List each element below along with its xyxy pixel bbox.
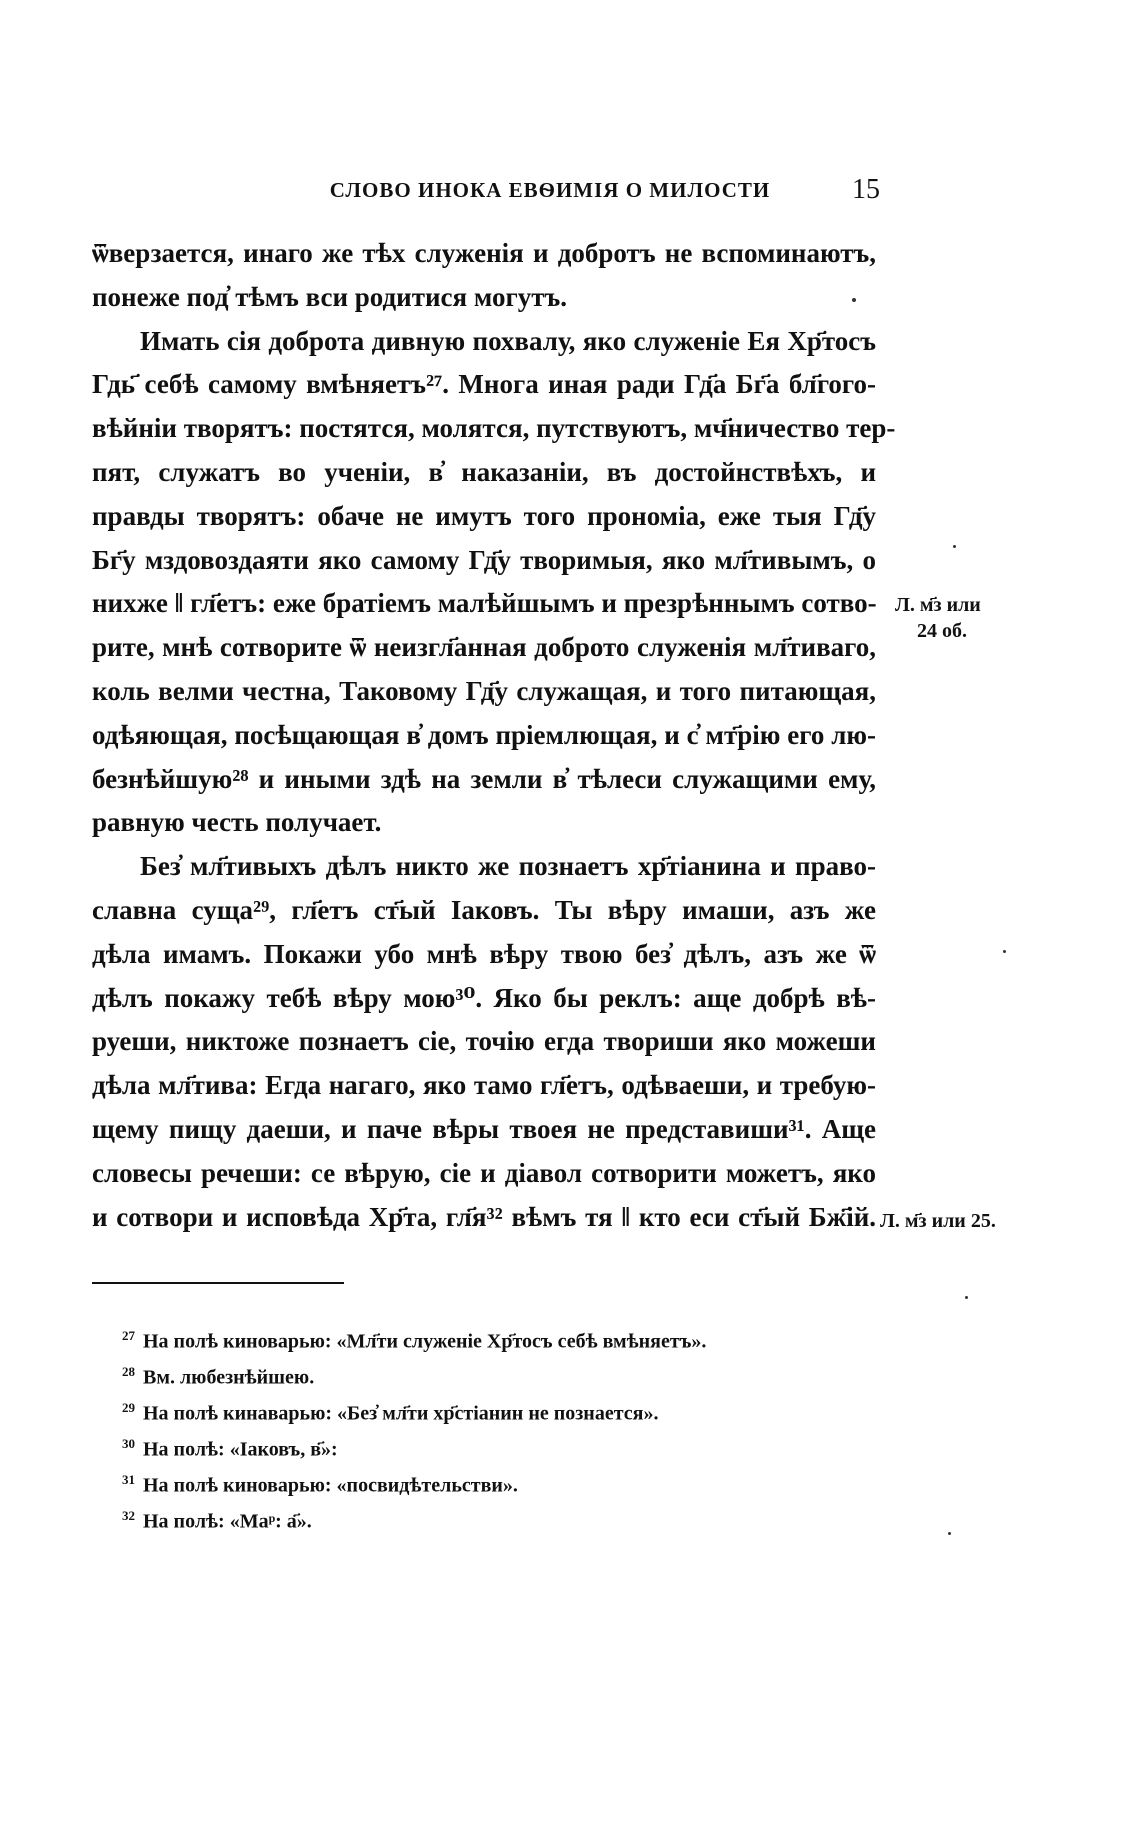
print-speck (852, 298, 856, 302)
text-line: равную честь получает. (92, 807, 382, 838)
footnote (122, 1390, 882, 1426)
text-line: Бг҃у мздовоздаяти яко самому Гд҃у творимыя, яко мл҃тивымъ, о (92, 544, 876, 575)
text-line: нихже ‖ гл҃етъ: еже братіемъ малѣйшымъ и презрѣннымъ сотво- (92, 588, 877, 619)
footnote-text: Вм. любезнѣйшею. (143, 1366, 315, 1389)
footnote (122, 1426, 882, 1462)
footnote-text: На полѣ киноварью: «посвидѣтельстви». (143, 1474, 518, 1497)
text-line: одѣяющая, посѣщающая в҆ домъ пріемлющая, и с҆ мт҃рію его лю- (92, 719, 876, 750)
text-line: рите, мнѣ сотворите ѿ неизгл҃анная доброто служенія мл҃тиваго, (92, 632, 876, 663)
text-line: дѣла мл҃тива: Егда нагаго, яко тамо гл҃етъ, одѣваеши, и требую- (92, 1070, 876, 1101)
text-line: и сотвори и исповѣда Хр҃та, гл҃я³² вѣмъ тя ‖ кто еси ст҃ый Бж҃ій. (92, 1201, 876, 1232)
footnote-text: На полѣ: «Маᵖ: а҃». (143, 1510, 312, 1533)
main-text (92, 232, 896, 1239)
text-line: вѣйніи творятъ: постятся, молятся, путствуютъ, мч҃ничество тер- (92, 413, 896, 444)
print-speck (948, 1532, 951, 1535)
margin-note-folio-25: Л. м҃з или 25. (880, 1210, 996, 1232)
margin-note-line: Л. м҃з или (895, 594, 981, 616)
margin-note-folio-24 (895, 592, 1015, 644)
footnote (122, 1354, 882, 1390)
text-line: коль велми честна, Таковому Гд҃у служащая, и того питающая, (92, 675, 876, 706)
footnote-number: 32 (122, 1508, 135, 1523)
text-line: руеши, никтоже познаетъ сіе, точію егда твориши яко можеши (92, 1026, 876, 1057)
margin-note-line: 24 об. (917, 620, 967, 642)
footnote-divider (92, 1282, 344, 1284)
print-speck (1003, 950, 1006, 953)
footnote-number: 30 (122, 1436, 135, 1451)
footnote (122, 1462, 882, 1498)
print-speck (965, 1296, 968, 1299)
footnotes (122, 1318, 882, 1534)
footnote-text: На полѣ кинаварью: «Без҆ мл҃ти хр҃стіанин не познается». (143, 1402, 659, 1425)
footnote-number: 31 (122, 1472, 135, 1487)
text-line: правды творятъ: обаче не имутъ того прономіа, еже тыя Гд҃у (92, 500, 876, 531)
footnote (122, 1318, 882, 1354)
footnote-number: 28 (122, 1364, 135, 1379)
page-number: 15 (852, 174, 880, 205)
text-line: Без҆ мл҃тивыхъ дѣлъ никто же познаетъ хр҃тіанина и право- (140, 851, 876, 882)
footnote-number: 27 (122, 1328, 135, 1343)
print-speck (953, 545, 956, 548)
text-line: щему пищу даеши, и паче вѣры твоея не представиши³¹. Аще (92, 1113, 876, 1144)
running-title: СЛОВО ИНОКА ЕВѲИМІЯ О МИЛОСТИ (329, 178, 771, 202)
text-line: Имать сія доброта дивную похвалу, яко служеніе Ея Хр҃тосъ (140, 325, 876, 356)
footnote-text: На полѣ: «Іаковъ, в҃»: (143, 1438, 338, 1461)
footnote-number: 29 (122, 1400, 135, 1415)
text-line: ѿверзается, инаго же тѣх служенія и добротъ не вспоминаютъ, (92, 238, 876, 268)
footnote-text: На полѣ киноварью: «Мл҃ти служеніе Хр҃тосъ себѣ вмѣняетъ». (143, 1330, 707, 1353)
text-line: дѣлъ покажу тебѣ вѣру мою³⁰. Яко бы реклъ: аще добрѣ вѣ- (92, 982, 876, 1013)
text-line: безнѣйшую²⁸ и иными здѣ на земли в҆ тѣлеси служащими ему, (92, 763, 876, 794)
text-line: Гдь҃ себѣ самому вмѣняетъ²⁷. Многа иная ради Гд҃а Бг҃а бл҃гого- (92, 369, 876, 400)
text-line: славна суща²⁹, гл҃етъ ст҃ый Іаковъ. Ты вѣру имаши, азъ же (92, 894, 876, 925)
text-line: словесы речеши: се вѣрую, сіе и діавол сотворити можетъ, яко (92, 1157, 876, 1188)
text-line: понеже под҆ тѣмъ вси родитися могутъ. (92, 281, 567, 312)
footnote (122, 1498, 882, 1534)
text-line: пят, служатъ во ученіи, в҆ наказаніи, въ достойнствѣхъ, и (92, 456, 876, 487)
text-line: дѣла имамъ. Покажи убо мнѣ вѣру твою без҆ дѣлъ, азъ же ѿ (92, 938, 876, 969)
